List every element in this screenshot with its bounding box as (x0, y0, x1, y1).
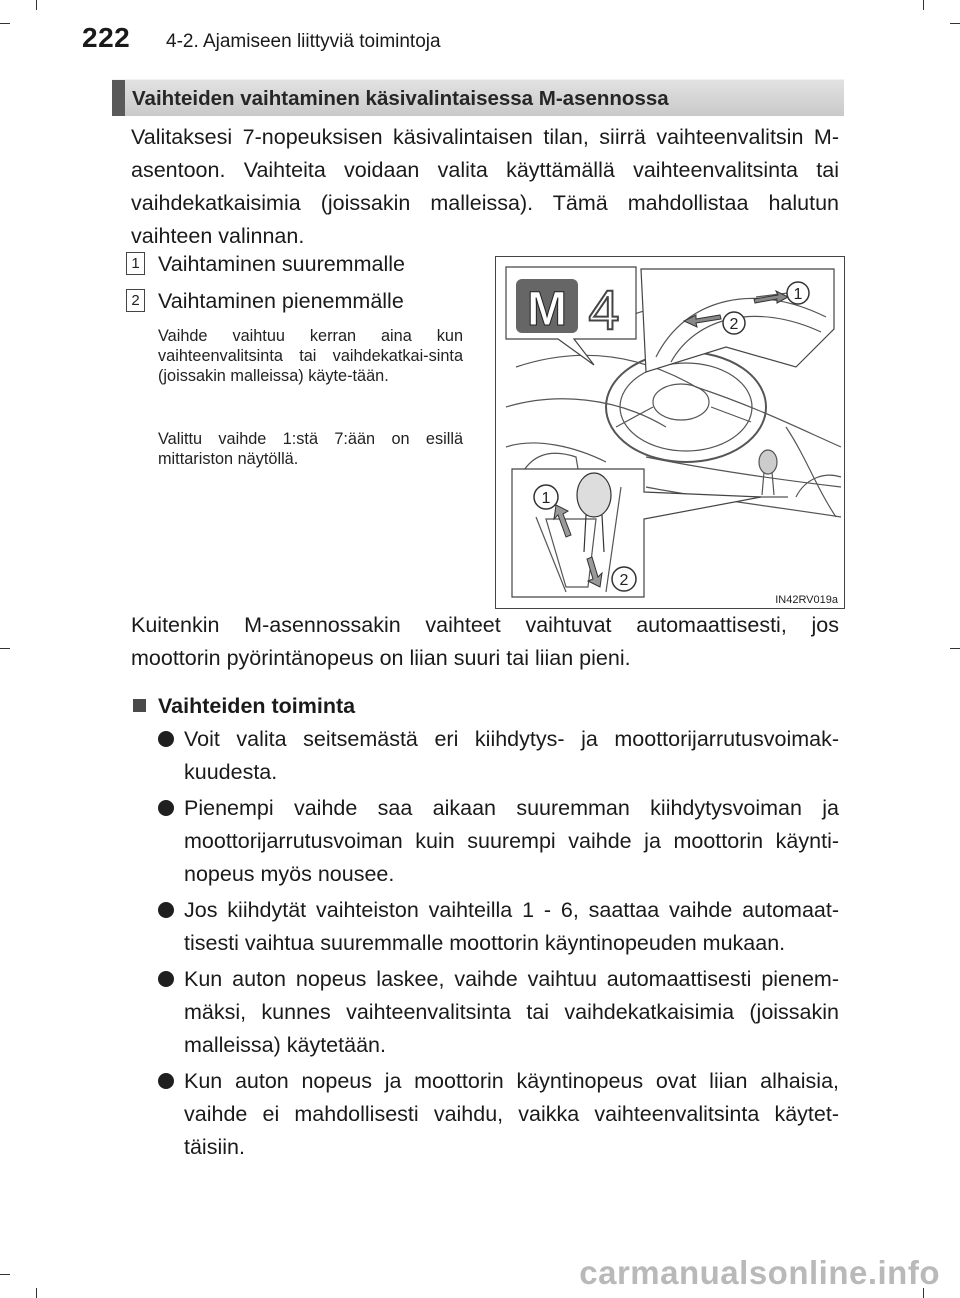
bullet-icon (158, 731, 174, 747)
shift-lever-illustration (495, 256, 845, 609)
list-item (158, 894, 839, 960)
bullet-icon (158, 902, 174, 918)
list-item (158, 1065, 839, 1164)
bullet-text: Jos kiihdytät vaihteiston vaihteilla 1 - 6, saattaa vaihde automaat-tisesti vaihtua suuremmalle moottorin käyntinopeuden mukaan. (184, 898, 839, 955)
display-mode-m: M (527, 283, 567, 336)
paddle-callout-2: 2 (729, 316, 739, 333)
watermark: carmanualsonline.info (579, 1254, 940, 1291)
crop-mark (950, 23, 960, 24)
list-item (158, 963, 839, 1062)
intro-paragraph: Valitaksesi 7-nopeuksisen käsivalintaisen tilan, siirrä vaihteenvalitsin M-asentoon. Vaihteita voidaan valita käyttämällä vaihteenvalitsinta tai vaihdekatkaisimia (joissakin malleissa). Tämä mahdollistaa halutun vaihteen valinnan. (131, 125, 839, 248)
item-number-2: 2 (126, 289, 145, 312)
display-gear-number: 4 (588, 278, 620, 341)
crop-mark (36, 0, 37, 10)
heading-square-icon (133, 699, 146, 712)
page-number: 222 (82, 22, 131, 53)
note-paragraph: Valittu vaihde 1:stä 7:ään on esillä mittariston näytöllä. (158, 430, 463, 468)
subsection-title: Vaihteiden toiminta (158, 694, 356, 718)
item-number-1: 1 (126, 252, 145, 275)
figure-code: IN42RV019a (775, 594, 838, 606)
section-header-stripe (112, 80, 125, 116)
subsection-heading (133, 694, 355, 719)
list-item (158, 792, 839, 891)
bullet-icon (158, 1073, 174, 1089)
bullet-text: Pienempi vaihde saa aikaan suuremman kiihdytysvoiman ja moottorijarrutusvoiman kuin suurempi vaihde ja moottorin käynti-nopeus myös nousee. (184, 796, 839, 886)
paddle-callout-1: 1 (793, 286, 803, 303)
lever-callout-2: 2 (619, 572, 629, 589)
note-paragraph: Vaihde vaihtuu kerran aina kun vaihteenvalitsinta tai vaihdekatkai-sinta (joissakin malleissa) käyte-tään. (158, 327, 463, 385)
chapter-title: 4-2. Ajamiseen liittyviä toimintoja (166, 31, 441, 52)
crop-mark (0, 1274, 10, 1275)
lever-callout-1: 1 (541, 490, 551, 507)
bullet-icon (158, 800, 174, 816)
list-item (158, 723, 839, 789)
item-label-downshift: Vaihtaminen pienemmälle (158, 289, 404, 313)
bullet-list (158, 723, 839, 1167)
crop-mark (0, 23, 10, 24)
crop-mark (0, 648, 10, 649)
crop-mark (36, 1288, 37, 1298)
bullet-text: Kun auton nopeus laskee, vaihde vaihtuu automaattisesti pienem-mäksi, kunnes vaihteenvalitsinta tai vaihdekatkaisimia (joissakin malleissa) käytetään. (184, 967, 839, 1057)
auto-shift-paragraph: Kuitenkin M-asennossakin vaihteet vaihtuvat automaattisesti, jos moottorin pyörintänopeus on liian suuri tai liian pieni. (131, 613, 839, 670)
crop-mark (923, 0, 924, 10)
bullet-icon (158, 971, 174, 987)
crop-mark (950, 648, 960, 649)
section-title: Vaihteiden vaihtaminen käsivalintaisessa M-asennossa (132, 87, 669, 110)
illustration-drawing (496, 257, 844, 608)
bullet-text: Kun auton nopeus ja moottorin käyntinopeus ovat liian alhaisia, vaihde ei mahdollisesti vaihdu, vaikka vaihteenvalitsinta käytet-täisiin. (184, 1069, 839, 1159)
bullet-text: Voit valita seitsemästä eri kiihdytys- ja moottorijarrutusvoimak-kuudesta. (184, 727, 839, 784)
item-label-upshift: Vaihtaminen suuremmalle (158, 252, 405, 276)
section-header (112, 79, 844, 116)
